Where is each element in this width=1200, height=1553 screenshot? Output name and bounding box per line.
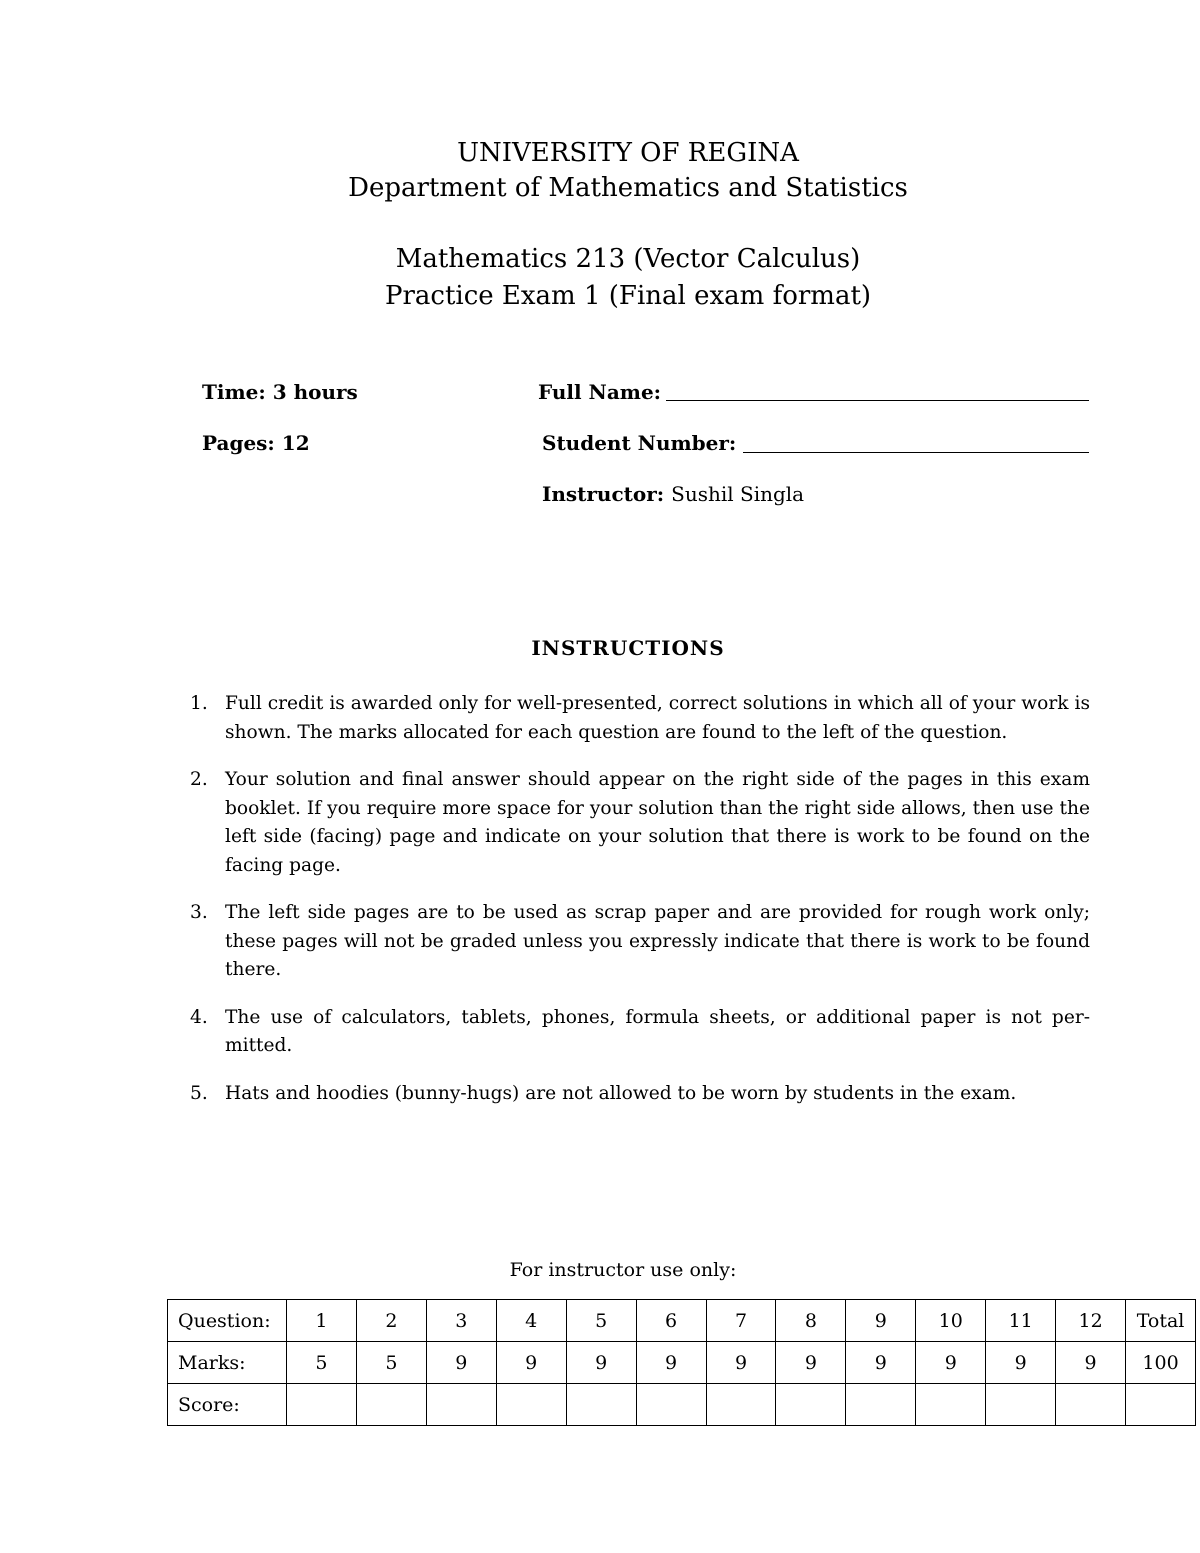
full-name-label: Full Name:	[538, 380, 662, 404]
instruction-text: The use of calculators, tablets, phones, formula sheets, or additional paper is not per-mitted.	[225, 1006, 1090, 1056]
course-title: Mathematics 213 (Vector Calculus)	[395, 244, 861, 274]
instruction-text: The left side pages are to be used as scrap paper and are provided for rough work only; these pages will not be graded unless you expressly indicate that there is work to be found there.	[225, 902, 1090, 980]
question-number: 2	[356, 1300, 426, 1342]
marks-value: 9	[986, 1342, 1056, 1384]
department-name: Department of Mathematics and Statistics	[348, 173, 908, 203]
score-cell[interactable]	[287, 1384, 357, 1426]
question-number: 1	[287, 1300, 357, 1342]
grading-table	[167, 1299, 1196, 1426]
instruction-item	[190, 766, 1090, 880]
instruction-text: Hats and hoodies (bunny-hugs) are not allowed to be worn by students in the exam.	[225, 1082, 1017, 1104]
score-cell[interactable]	[636, 1384, 706, 1426]
score-row	[168, 1384, 1196, 1426]
score-cell[interactable]	[566, 1384, 636, 1426]
marks-value: 5	[356, 1342, 426, 1384]
question-number: 6	[636, 1300, 706, 1342]
student-number-label: Student Number:	[542, 431, 737, 455]
marks-value: 9	[496, 1342, 566, 1384]
instruction-item	[190, 1080, 1090, 1109]
score-cell[interactable]	[776, 1384, 846, 1426]
score-cell[interactable]	[426, 1384, 496, 1426]
question-number: 3	[426, 1300, 496, 1342]
question-number: 8	[776, 1300, 846, 1342]
instructor-line	[542, 482, 804, 506]
marks-value: 9	[1056, 1342, 1126, 1384]
question-number: 12	[1056, 1300, 1126, 1342]
question-number: 7	[706, 1300, 776, 1342]
instruction-item	[190, 899, 1090, 985]
exam-title: Practice Exam 1 (Final exam format)	[384, 281, 872, 311]
question-number: 9	[846, 1300, 916, 1342]
question-number: 5	[566, 1300, 636, 1342]
instruction-number: 4.	[190, 1006, 208, 1028]
marks-value: 9	[566, 1342, 636, 1384]
question-number: 11	[986, 1300, 1056, 1342]
score-cell[interactable]	[846, 1384, 916, 1426]
marks-value: 9	[706, 1342, 776, 1384]
question-number: 4	[496, 1300, 566, 1342]
student-number-field[interactable]	[743, 452, 1089, 453]
instructions-title: INSTRUCTIONS	[531, 636, 725, 660]
score-cell[interactable]	[356, 1384, 426, 1426]
instruction-item	[190, 1004, 1090, 1061]
instruction-number: 3.	[190, 902, 208, 923]
marks-total: 100	[1126, 1342, 1196, 1384]
marks-row-label: Marks:	[168, 1342, 287, 1384]
university-name: UNIVERSITY OF REGINA	[457, 138, 799, 168]
score-total-cell[interactable]	[1126, 1384, 1196, 1426]
pages-label: Pages: 12	[202, 431, 310, 455]
instruction-item	[190, 690, 1090, 747]
instruction-text: Your solution and final answer should appear on the right side of the pages in this exam booklet. If you require more space for your solution than the right side allows, then use the left side (facing) page and indicate on your solution that there is work to be found on the facing page.	[225, 769, 1090, 876]
instruction-number: 5.	[190, 1082, 208, 1104]
score-cell[interactable]	[706, 1384, 776, 1426]
score-cell[interactable]	[496, 1384, 566, 1426]
instruction-number: 1.	[190, 693, 208, 714]
score-row-label: Score:	[168, 1384, 287, 1426]
score-cell[interactable]	[1056, 1384, 1126, 1426]
instructor-use-caption: For instructor use only:	[509, 1259, 737, 1281]
marks-value: 9	[776, 1342, 846, 1384]
time-label: Time: 3 hours	[202, 380, 358, 404]
marks-value: 9	[916, 1342, 986, 1384]
question-row	[168, 1300, 1196, 1342]
marks-value: 9	[426, 1342, 496, 1384]
marks-value: 5	[287, 1342, 357, 1384]
instructor-name: Sushil Singla	[671, 482, 805, 506]
instructions-list	[190, 690, 1090, 1127]
score-cell[interactable]	[986, 1384, 1056, 1426]
marks-value: 9	[846, 1342, 916, 1384]
question-row-label: Question:	[168, 1300, 287, 1342]
question-number: 10	[916, 1300, 986, 1342]
instruction-number: 2.	[190, 769, 208, 790]
marks-row	[168, 1342, 1196, 1384]
marks-value: 9	[636, 1342, 706, 1384]
score-cell[interactable]	[916, 1384, 986, 1426]
question-total-header: Total	[1126, 1300, 1196, 1342]
instructor-label: Instructor:	[542, 482, 665, 506]
full-name-field[interactable]	[666, 400, 1089, 401]
instruction-text: Full credit is awarded only for well-presented, correct solutions in which all of your work is shown. The marks allocated for each question are found to the left of the question.	[225, 693, 1090, 743]
